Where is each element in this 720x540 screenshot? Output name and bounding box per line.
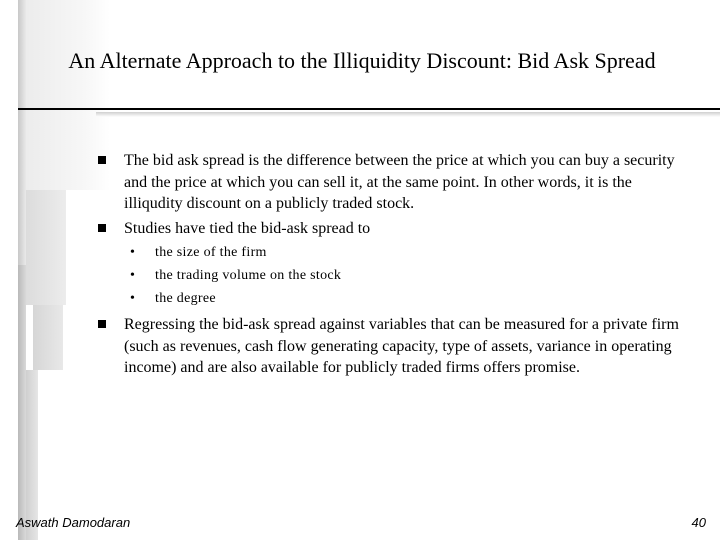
- title-divider: [18, 108, 720, 110]
- square-bullet-icon: [98, 156, 106, 164]
- left-decor-bar: [33, 305, 63, 370]
- bullet-item: [98, 314, 688, 379]
- bullet-item: [98, 150, 688, 215]
- title-divider-shadow: [96, 112, 720, 117]
- square-bullet-icon: [98, 320, 106, 328]
- left-decor-bar: [18, 0, 26, 265]
- sub-bullet-text: the trading volume on the stock: [155, 268, 342, 283]
- slide-title: An Alternate Approach to the Illiquidity Discount: Bid Ask Spread: [68, 48, 656, 73]
- sub-bullet-item: [130, 266, 690, 286]
- page-number: 40: [691, 515, 706, 530]
- sub-bullet-item: [130, 243, 690, 263]
- sub-bullet-item: [130, 289, 690, 309]
- sub-bullet-text: the size of the firm: [155, 245, 267, 260]
- dot-bullet-icon: •: [130, 291, 136, 306]
- sub-bullet-text: the degree: [155, 291, 216, 306]
- bullet-text: Regressing the bid-ask spread against variables that can be measured for a private firm (such as revenues, cash flow generating capacity, type of assets, variance in operating income) and are also available for publicly traded firms offers promise.: [124, 316, 679, 376]
- bullet-item: [98, 218, 688, 240]
- left-decor-bar: [18, 265, 26, 540]
- left-decor-bar: [26, 190, 66, 305]
- dot-bullet-icon: •: [130, 245, 136, 260]
- dot-bullet-icon: •: [130, 268, 136, 283]
- bullet-text: Studies have tied the bid-ask spread to: [124, 220, 371, 237]
- square-bullet-icon: [98, 224, 106, 232]
- bullet-text: The bid ask spread is the difference between the price at which you can buy a security and the price at which you can sell it, at the same point. In other words, it is the illiqudity discount on a publicly traded stock.: [124, 152, 675, 212]
- footer-author: Aswath Damodaran: [16, 515, 131, 530]
